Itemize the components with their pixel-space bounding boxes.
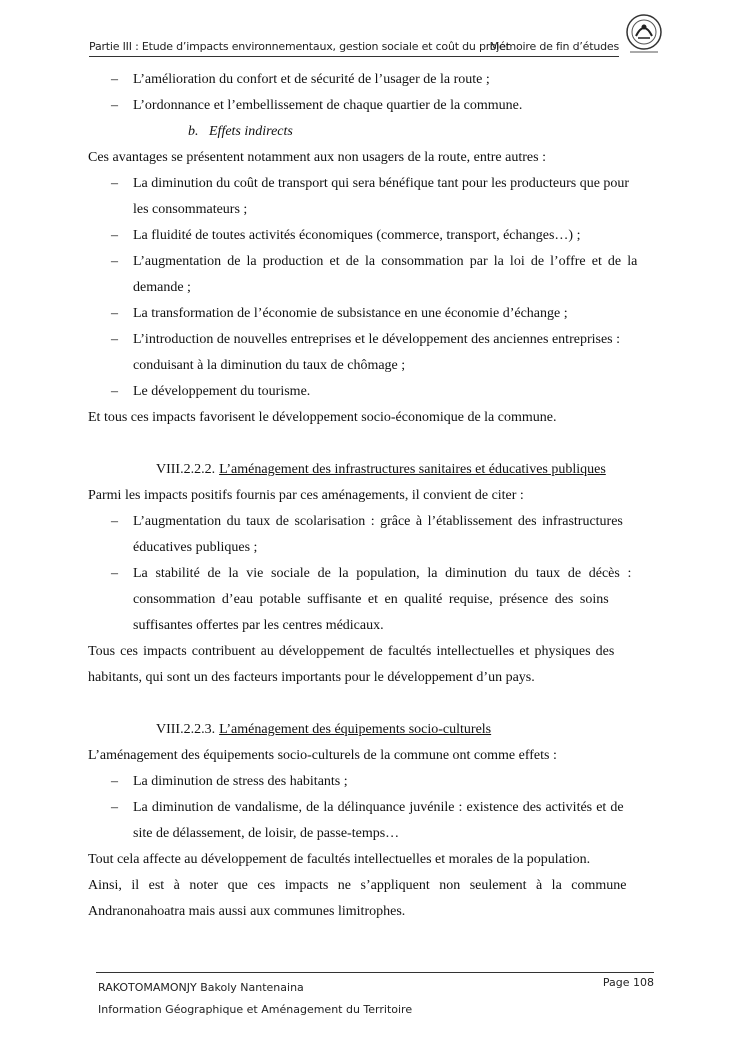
list-item: [88, 561, 655, 587]
list-item: [88, 327, 655, 353]
paragraph-line: Tous ces impacts contribuent au développement de facultés intellectuelles et physiques des: [88, 644, 615, 659]
list-item-text: La stabilité de la vie sociale de la population, la diminution du taux de décès :: [133, 566, 632, 581]
list-item: [88, 769, 655, 795]
list-item-text: La diminution du coût de transport qui sera bénéfique tant pour les producteurs que pour: [133, 176, 630, 191]
bullet-dash: –: [111, 566, 118, 581]
section-number: VIII.2.2.2.: [156, 462, 216, 477]
paragraph-line: Ces avantages se présentent notamment aux non usagers de la route, entre autres :: [88, 150, 546, 165]
list-item-text: Le développement du tourisme.: [133, 384, 311, 399]
paragraph-line: Parmi les impacts positifs fournis par ces aménagements, il convient de citer :: [88, 488, 524, 503]
bullet-dash: –: [111, 332, 118, 347]
list-item-continuation: site de délassement, de loisir, de passe-temps…: [133, 826, 400, 841]
list-item-continuation: les consommateurs ;: [133, 202, 248, 217]
footer-institution: Information Géographique et Aménagement du Territoire: [98, 1003, 413, 1016]
list-item: [88, 67, 655, 93]
list-item-text: L’augmentation de la production et de la consommation par la loi de l’offre et de la: [133, 254, 638, 269]
section-title: L’aménagement des équipements socio-culturels: [219, 722, 492, 737]
bullet-dash: –: [111, 384, 118, 399]
university-logo-icon: [622, 12, 666, 56]
list-item-continuation: consommation d’eau potable suffisante et en qualité requise, présence des soins: [133, 592, 609, 607]
list-item: [88, 93, 655, 119]
paragraph-line: Tout cela affecte au développement de facultés intellectuelles et morales de la population.: [88, 852, 591, 867]
header-left-text: Partie III : Etude d’impacts environnementaux, gestion sociale et coût du projet: [89, 40, 510, 53]
section-number: VIII.2.2.3.: [156, 722, 216, 737]
paragraph-line: Et tous ces impacts favorisent le développement socio-économique de la commune.: [88, 410, 557, 425]
list-item-continuation: suffisantes offertes par les centres médicaux.: [133, 618, 384, 633]
section-heading: [88, 717, 655, 743]
list-item-text: La diminution de stress des habitants ;: [133, 774, 348, 789]
paragraph-line: Andranonahoatra mais aussi aux communes limitrophes.: [88, 904, 406, 919]
list-item-text: La diminution de vandalisme, de la délinquance juvénile : existence des activités et de: [133, 800, 624, 815]
bullet-dash: –: [111, 98, 118, 113]
paragraph-line: Ainsi, il est à noter que ces impacts ne s’appliquent non seulement à la commune: [88, 878, 627, 893]
list-item-text: La transformation de l’économie de subsistance en une économie d’échange ;: [133, 306, 568, 321]
list-item: [88, 249, 655, 275]
list-item: [88, 795, 655, 821]
bullet-dash: –: [111, 228, 118, 243]
list-item: [88, 509, 655, 535]
paragraph-line: L’aménagement des équipements socio-culturels de la commune ont comme effets :: [88, 748, 557, 763]
list-item: [88, 301, 655, 327]
header-rule: [89, 56, 619, 57]
subheading: [88, 119, 655, 145]
paragraph-line: habitants, qui sont un des facteurs importants pour le développement d’un pays.: [88, 670, 535, 685]
list-item-continuation: conduisant à la diminution du taux de chômage ;: [133, 358, 406, 373]
list-item-text: La fluidité de toutes activités économiques (commerce, transport, échanges…) ;: [133, 228, 581, 243]
bullet-dash: –: [111, 800, 118, 815]
list-item-continuation: demande ;: [133, 280, 191, 295]
document-body: [88, 67, 655, 925]
list-item: [88, 171, 655, 197]
list-item-continuation: éducatives publiques ;: [133, 540, 258, 555]
subheading-title: Effets indirects: [209, 124, 293, 139]
bullet-dash: –: [111, 774, 118, 789]
list-item-text: L’amélioration du confort et de sécurité de l’usager de la route ;: [133, 72, 490, 87]
page-header: [89, 36, 619, 58]
bullet-dash: –: [111, 514, 118, 529]
section-heading: [88, 457, 655, 483]
subheading-label: b.: [188, 124, 199, 139]
page-number: Page 108: [602, 976, 654, 989]
list-item: [88, 379, 655, 405]
footer-author: RAKOTOMAMONJY Bakoly Nantenaina: [98, 981, 304, 994]
bullet-dash: –: [111, 176, 118, 191]
list-item-text: L’ordonnance et l’embellissement de chaque quartier de la commune.: [133, 98, 523, 113]
bullet-dash: –: [111, 254, 118, 269]
bullet-dash: –: [111, 306, 118, 321]
footer-rule: [96, 972, 654, 973]
bullet-dash: –: [111, 72, 118, 87]
page-footer: [96, 972, 654, 1016]
list-item-text: L’introduction de nouvelles entreprises et le développement des anciennes entreprises :: [133, 332, 620, 347]
header-right-text: Mémoire de fin d’études: [489, 40, 619, 53]
list-item-text: L’augmentation du taux de scolarisation : grâce à l’établissement des infrastructures: [133, 514, 623, 529]
list-item: [88, 223, 655, 249]
section-title: L’aménagement des infrastructures sanitaires et éducatives publiques: [219, 462, 606, 477]
